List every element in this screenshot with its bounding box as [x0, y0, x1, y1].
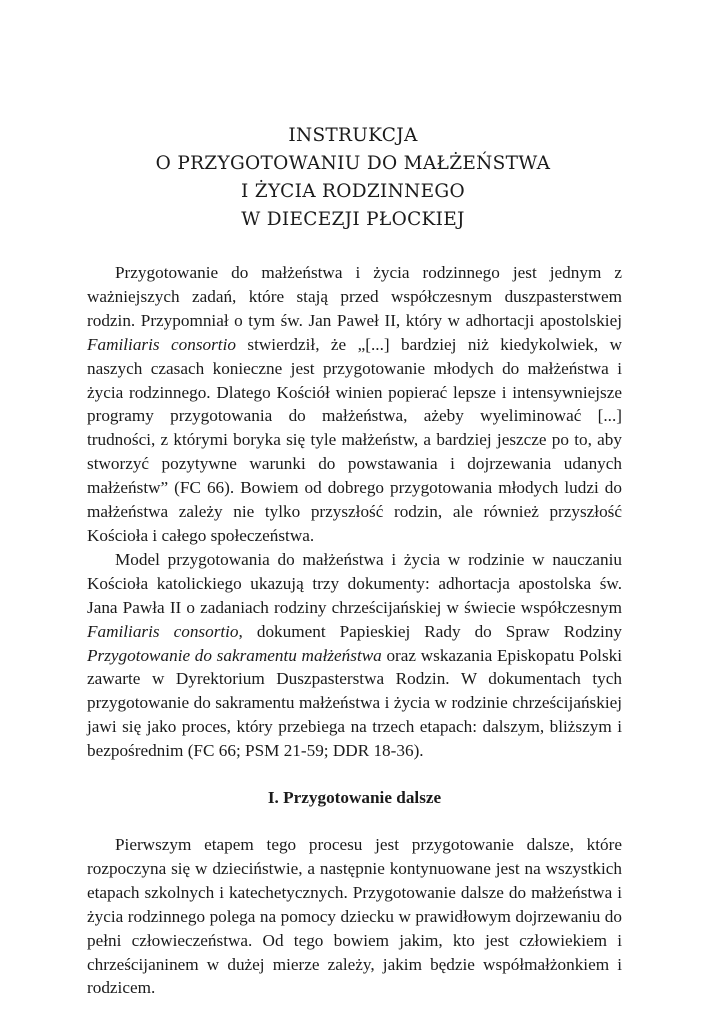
- section-spacer: [87, 810, 622, 833]
- paragraph-text: , dokument Papieskiej Rady do Spraw Rodziny: [238, 621, 622, 641]
- document-title-italic: Przygotowanie do sakramentu małżeństwa: [87, 645, 382, 665]
- paragraph-2: [87, 548, 622, 763]
- paragraph-text: oraz wskazania Episkopatu Polski zawarte w Dyrektorium Duszpasterstwa Rodzin. W dokumentach tych przygotowanie do sakramentu małżeństwa i życia w rodzinie chrześcijańskiej jawi się jako proces, który przebiega na trzech etapach: dalszym, bliższym i bezpośrednim (FC 66; PSM 21-59; DDR 18-36).: [87, 645, 622, 761]
- paragraph-3: [87, 833, 622, 1000]
- title-line: W DIECEZJI PŁOCKIEJ: [241, 209, 465, 230]
- paragraph-text: Model przygotowania do małżeństwa i życia w rodzinie w nauczaniu Kościoła katolickiego ukazują trzy dokumenty: adhortacja apostolska św. Jana Pawła II o zadaniach rodziny chrześcijańskiej w świecie współczesnym: [87, 549, 622, 617]
- title-line: I ŻYCIA RODZINNEGO: [241, 181, 465, 202]
- section-spacer: [87, 763, 622, 786]
- document-title-italic: Familiaris consortio: [87, 621, 239, 641]
- title-line: O PRZYGOTOWANIU DO MAŁŻEŃSTWA: [155, 153, 551, 174]
- paragraph-text: Pierwszym etapem tego procesu jest przygotowanie dalsze, które rozpoczyna się w dzieciństwie, a następnie kontynuowane jest na wszystkich etapach szkolnych i katechetycznych. Przygotowanie dalsze do małżeństwa i życia rodzinnego polega na pomocy dziecku w prawidłowym dojrzewaniu do pełni człowieczeństwa. Od tego bowiem jakim, kto jest człowiekiem i chrześcijaninem w dużej mierze zależy, jakim będzie współmałżonkiem i rodzicem.: [87, 835, 622, 998]
- title-line: INSTRUKCJA: [288, 125, 418, 146]
- document-body: [87, 261, 622, 1000]
- section-heading: I. Przygotowanie dalsze: [267, 788, 442, 808]
- paragraph-text: Przygotowanie do małżeństwa i życia rodzinnego jest jednym z ważniejszych zadań, które stają przed współczesnym duszpasterstwem rodzin. Przypomniał o tym św. Jan Paweł II, który w adhortacji apostolskiej: [87, 263, 622, 330]
- paragraph-1: [87, 261, 622, 548]
- document-title: [90, 122, 616, 234]
- paragraph-text: stwierdził, że „[...] bardziej niż kiedykolwiek, w naszych czasach konieczne jest przygotowanie młodych do małżeństwa i życia rodzinnego. Dlatego Kościół winien popierać lepsze i intensywniejsze programy przygotowania do małżeństwa, ażeby wyeliminować [...] trudności, z którymi boryka się tyle małżeństw, a bardziej jeszcze po to, aby stworzyć pozytywne warunki do powstawania i dojrzewania udanych małżeństw” (FC 66). Bowiem od dobrego przygotowania młodych ludzi do małżeństwa zależy nie tylko przyszłość rodzin, ale również przyszłość Kościoła i całego społeczeństwa.: [87, 334, 622, 545]
- document-title-italic: Familiaris consortio: [87, 334, 236, 354]
